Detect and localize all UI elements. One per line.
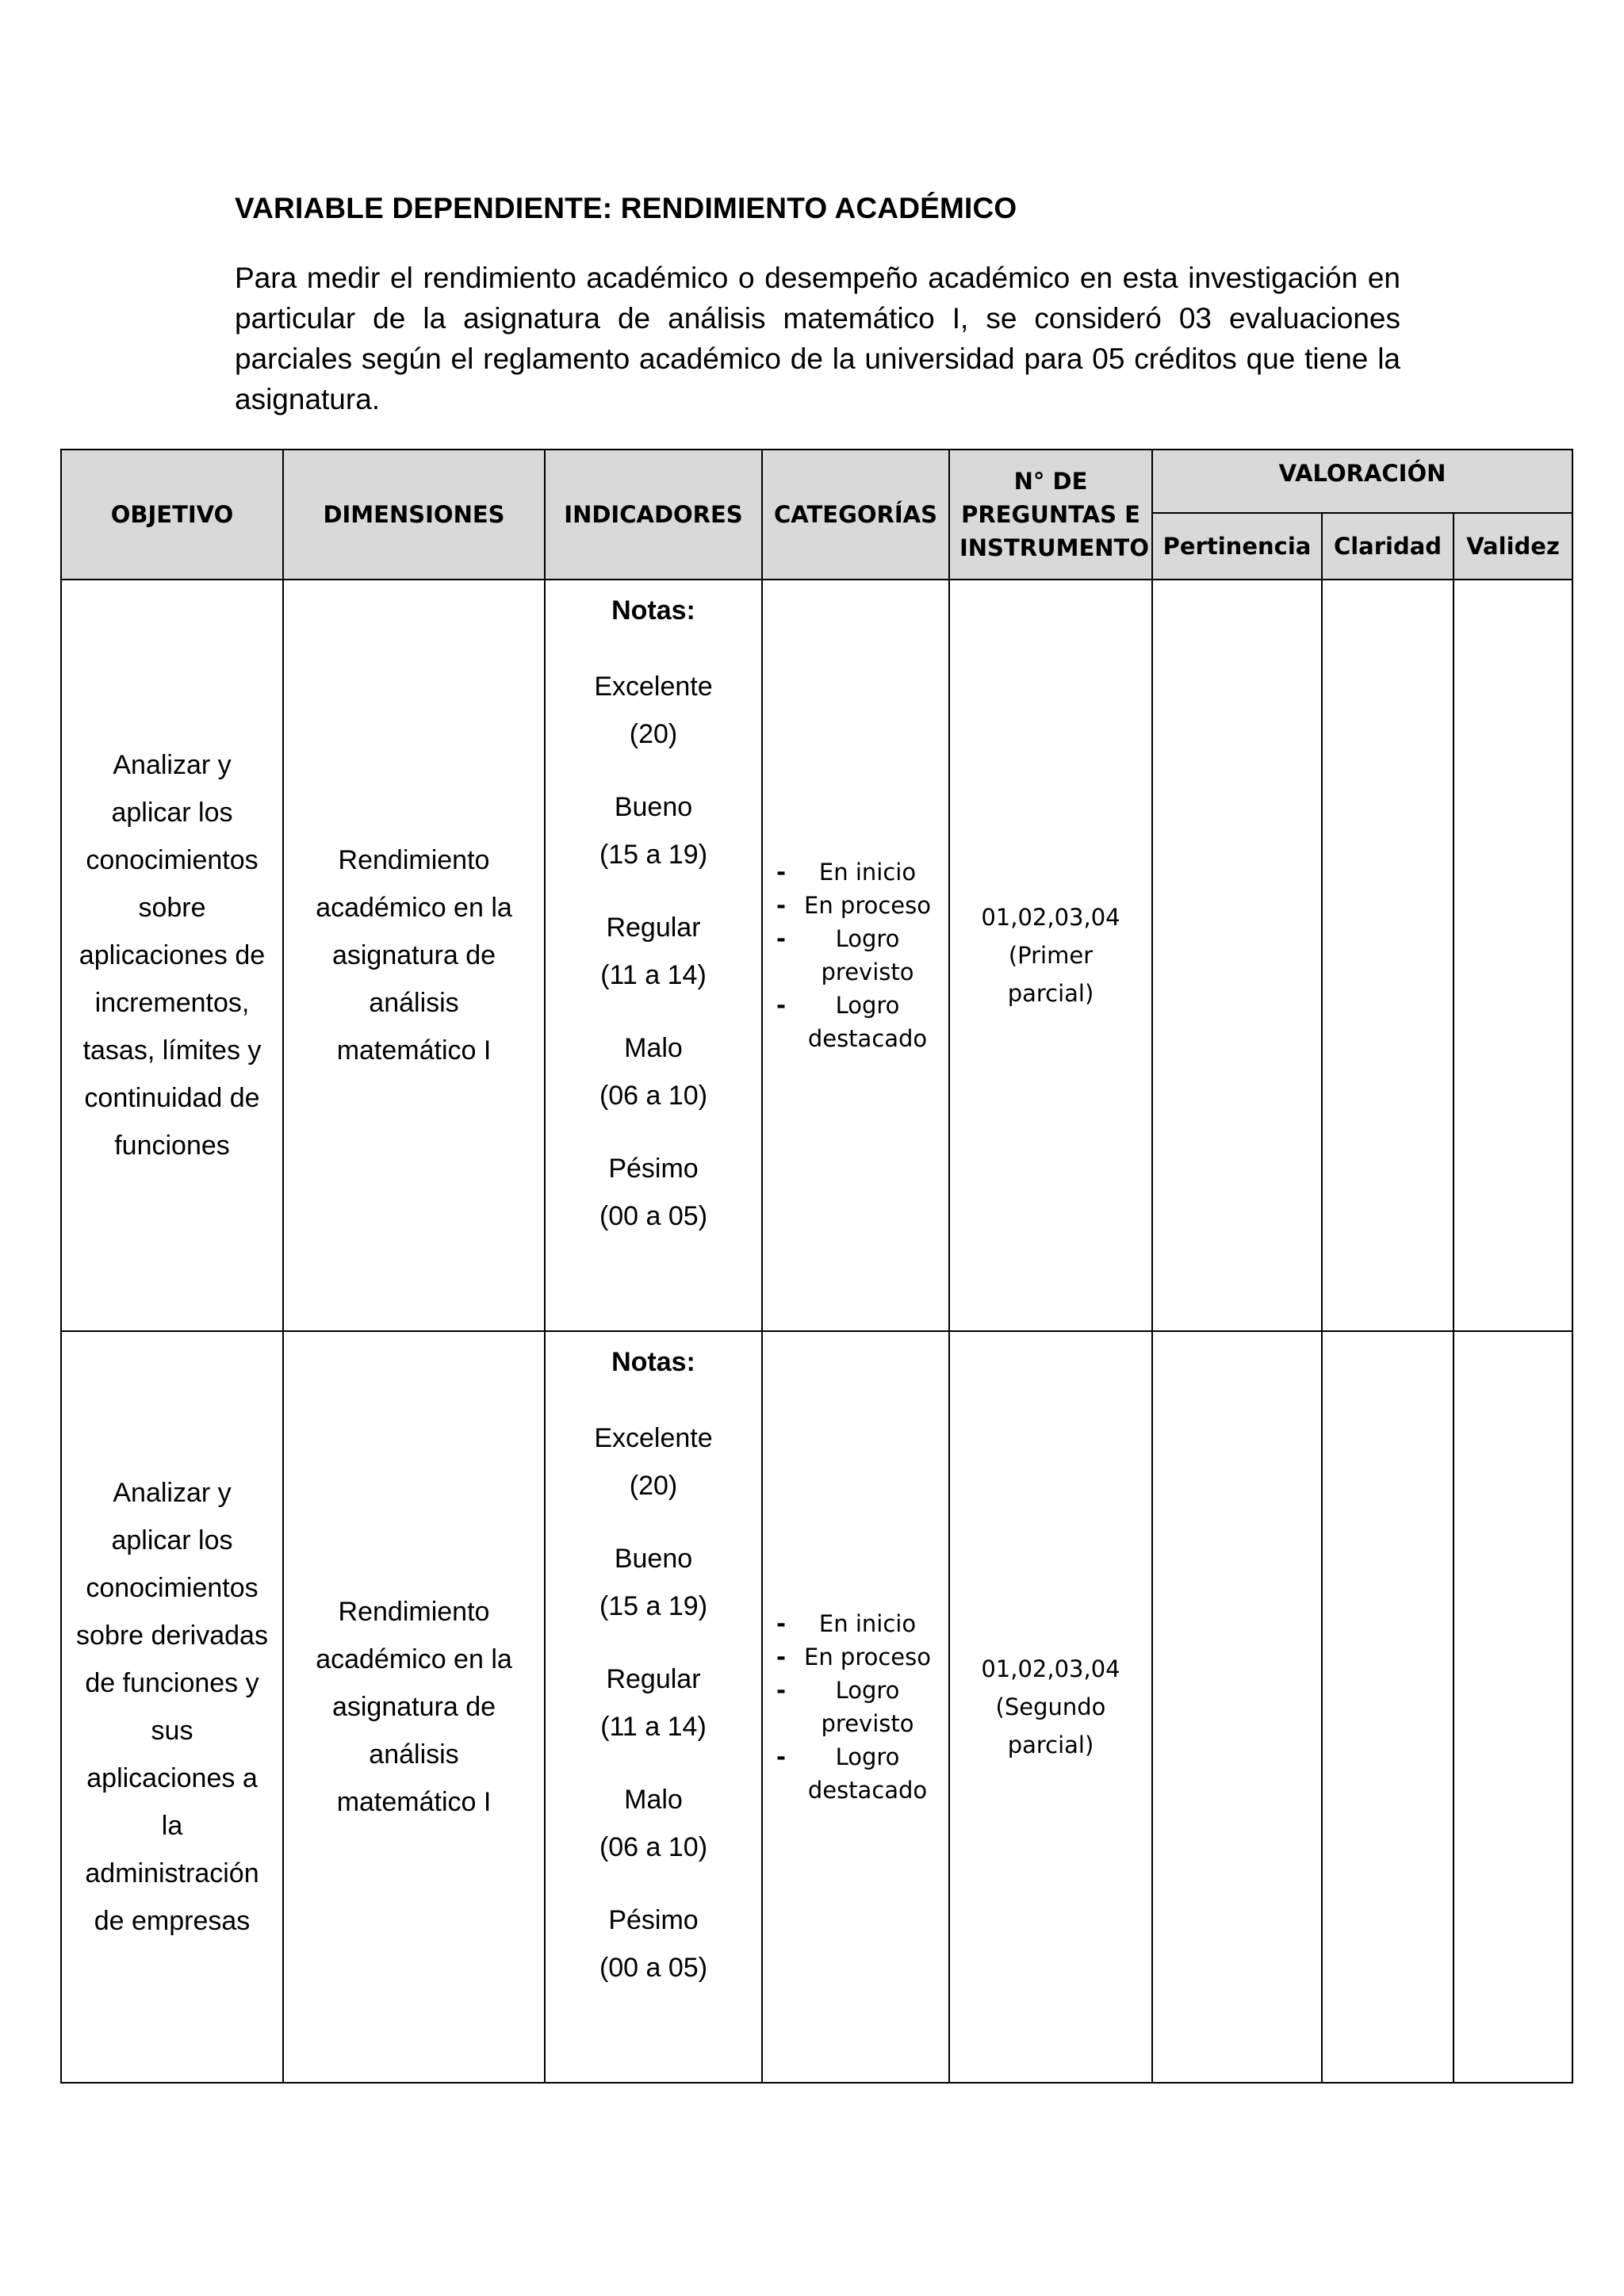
validez-cell[interactable] xyxy=(1454,1331,1572,2083)
intro-paragraph: Para medir el rendimiento académico o desempeño académico en esta investigación en particular de la asignatura de análisis matemático I, se consideró 03 evaluaciones parciales según el reglamento académico de la universidad para 05 créditos que tiene la asignatura. xyxy=(235,262,1400,415)
categoria-label: Logro destacado xyxy=(807,992,928,1052)
grade-range: (06 a 10) xyxy=(599,1832,708,1862)
header-valoracion: VALORACIÓN xyxy=(1152,450,1572,513)
grade-label: Excelente xyxy=(594,672,713,702)
header-dimensiones: DIMENSIONES xyxy=(283,450,545,580)
pertinencia-cell[interactable] xyxy=(1152,580,1322,1331)
grade-range: (11 a 14) xyxy=(600,1712,707,1742)
notas-label: Notas: xyxy=(611,1347,695,1377)
header-objetivo: OBJETIVO xyxy=(61,450,283,580)
preguntas-cell xyxy=(949,580,1152,1331)
categoria-item xyxy=(776,889,935,922)
dash-bullet: - xyxy=(776,892,787,919)
grade-label: Bueno xyxy=(614,792,693,822)
grade-label: Regular xyxy=(606,1664,701,1694)
categoria-label: En proceso xyxy=(804,892,931,919)
categorias-cell xyxy=(762,580,949,1331)
categoria-item xyxy=(776,1740,935,1807)
dash-bullet: - xyxy=(776,1644,787,1670)
grade-item xyxy=(546,1535,761,1630)
section-heading: VARIABLE DEPENDIENTE: RENDIMIENTO ACADÉMICO xyxy=(235,192,1017,224)
grade-item xyxy=(546,1655,761,1751)
grade-label: Bueno xyxy=(614,1544,693,1574)
header-indicadores: INDICADORES xyxy=(545,450,762,580)
objetivo-cell: Analizar y aplicar los conocimientos sobre aplicaciones de incrementos, tasas, límites y continuidad de funciones xyxy=(61,580,283,1331)
preguntas-numbers: 01,02,03,04 xyxy=(981,904,1120,931)
pertinencia-cell[interactable] xyxy=(1152,1331,1322,2083)
grade-item xyxy=(546,904,761,999)
categoria-label: En inicio xyxy=(818,1610,917,1637)
grade-label: Pésimo xyxy=(608,1154,699,1184)
categoria-label: En inicio xyxy=(818,859,917,886)
grade-range: (00 a 05) xyxy=(599,1201,708,1231)
categoria-item xyxy=(776,989,935,1055)
grade-item xyxy=(546,1024,761,1119)
header-claridad: Claridad xyxy=(1322,513,1454,580)
dash-bullet: - xyxy=(776,1677,787,1704)
grade-item xyxy=(546,1896,761,1992)
grade-item xyxy=(546,1414,761,1510)
grade-label: Regular xyxy=(606,913,701,943)
header-preguntas: N° DE PREGUNTAS E INSTRUMENTO xyxy=(949,450,1152,580)
grade-range: (15 a 19) xyxy=(599,840,708,870)
grade-range: (15 a 19) xyxy=(599,1591,708,1621)
instrumento-label: (Primer parcial) xyxy=(1007,942,1094,1007)
categoria-label: Logro previsto xyxy=(821,1677,914,1737)
categoria-item xyxy=(776,922,935,989)
preguntas-numbers: 01,02,03,04 xyxy=(981,1655,1120,1682)
grade-range: (20) xyxy=(629,719,678,749)
indicadores-cell xyxy=(545,580,762,1331)
table-body xyxy=(61,580,1572,2083)
dash-bullet: - xyxy=(776,1610,787,1637)
grade-item xyxy=(546,1145,761,1240)
grade-label: Malo xyxy=(624,1785,683,1815)
grade-item xyxy=(546,663,761,758)
claridad-cell[interactable] xyxy=(1322,580,1454,1331)
dash-bullet: - xyxy=(776,992,787,1019)
preguntas-cell xyxy=(949,1331,1152,2083)
header-pertinencia: Pertinencia xyxy=(1152,513,1322,580)
categorias-cell xyxy=(762,1331,949,2083)
grade-label: Excelente xyxy=(594,1423,713,1453)
table-row xyxy=(61,580,1572,1331)
dimension-cell: Rendimiento académico en la asignatura de análisis matemático I xyxy=(283,580,545,1331)
grade-range: (20) xyxy=(629,1471,678,1501)
table-row xyxy=(61,1331,1572,2083)
dash-bullet: - xyxy=(776,925,787,952)
grade-range: (11 a 14) xyxy=(600,960,707,990)
grade-range: (06 a 10) xyxy=(599,1081,708,1111)
grade-label: Malo xyxy=(624,1033,683,1063)
header-validez: Validez xyxy=(1454,513,1572,580)
claridad-cell[interactable] xyxy=(1322,1331,1454,2083)
header-categorias: CATEGORÍAS xyxy=(762,450,949,580)
categorias-list xyxy=(776,1607,935,1807)
categoria-item xyxy=(776,1674,935,1740)
categoria-item xyxy=(776,1607,935,1640)
categoria-item xyxy=(776,1640,935,1674)
indicadores-cell xyxy=(545,1331,762,2083)
grade-item xyxy=(546,1776,761,1871)
objetivo-cell: Analizar y aplicar los conocimientos sobre derivadas de funciones y sus aplicaciones a la administración de empresas xyxy=(61,1331,283,2083)
categoria-label: Logro previsto xyxy=(821,925,914,985)
dash-bullet: - xyxy=(776,859,787,886)
grade-label: Pésimo xyxy=(608,1905,699,1935)
categoria-label: Logro destacado xyxy=(807,1743,928,1804)
instrumento-label: (Segundo parcial) xyxy=(995,1693,1106,1758)
notas-label: Notas: xyxy=(611,595,695,626)
validez-cell[interactable] xyxy=(1454,580,1572,1331)
grade-range: (00 a 05) xyxy=(599,1953,708,1983)
dash-bullet: - xyxy=(776,1743,787,1770)
categoria-item xyxy=(776,855,935,889)
dimension-cell: Rendimiento académico en la asignatura de análisis matemático I xyxy=(283,1331,545,2083)
categorias-list xyxy=(776,855,935,1055)
categoria-label: En proceso xyxy=(804,1644,931,1670)
validation-table xyxy=(60,449,1573,2084)
grade-item xyxy=(546,783,761,878)
